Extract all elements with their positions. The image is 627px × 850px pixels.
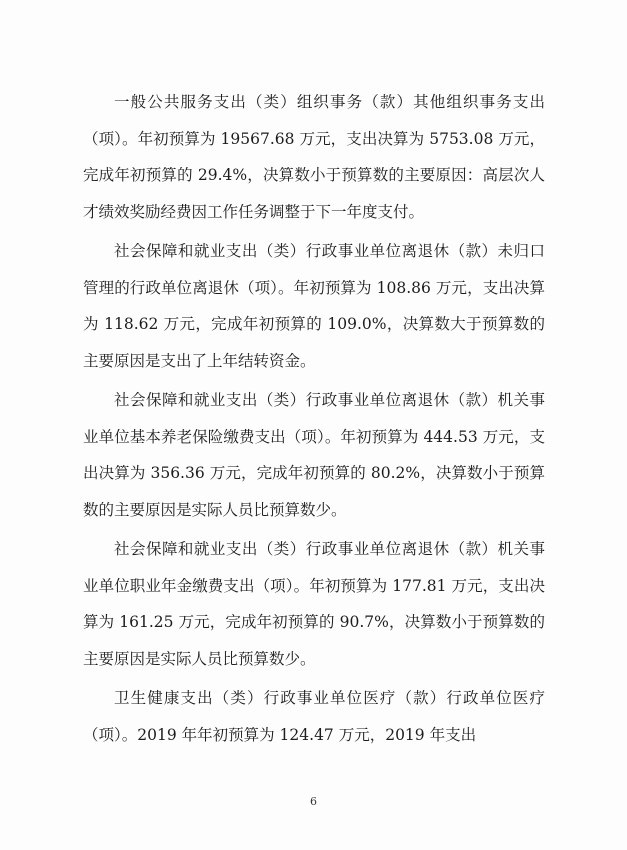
paragraph-basic-pension-insurance: 社会保障和就业支出（类）行政事业单位离退休（款）机关事业单位基本养老保险缴费支出（项）。年初预算为 444.53 万元，支出决算为 356.36 万元，完成年初预算的 80.2%，决算数小于预算数的主要原因是实际人员比预算数少。 — [83, 391, 545, 519]
paragraph-retirement-unmanaged: 社会保障和就业支出（类）行政事业单位离退休（款）未归口管理的行政单位离退休（项）。年初预算为 108.86 万元，支出决算为 118.62 万元，完成年初预算的 109.0%，决算数大于预算数的主要原因是支出了上年结转资金。 — [83, 242, 545, 370]
page-number: 6 — [310, 795, 317, 808]
document-body — [83, 84, 545, 756]
paragraph-health-medical: 卫生健康支出（类）行政事业单位医疗（款）行政单位医疗（项）。2019 年年初预算为 124.47 万元，2019 年支出 — [83, 689, 545, 744]
paragraph-general-public-services: 一般公共服务支出（类）组织事务（款）其他组织事务支出（项）。年初预算为 19567.68 万元，支出决算为 5753.08 万元，完成年初预算的 29.4%，决算数小于预算数的主要原因：高层次人才绩效奖励经费因工作任务调整于下一年度支付。 — [83, 93, 545, 221]
paragraph-occupational-annuity: 社会保障和就业支出（类）行政事业单位离退休（款）机关事业单位职业年金缴费支出（项）。年初预算为 177.81 万元，支出决算为 161.25 万元，完成年初预算的 90.7%，决算数小于预算数的主要原因是实际人员比预算数少。 — [83, 540, 545, 668]
